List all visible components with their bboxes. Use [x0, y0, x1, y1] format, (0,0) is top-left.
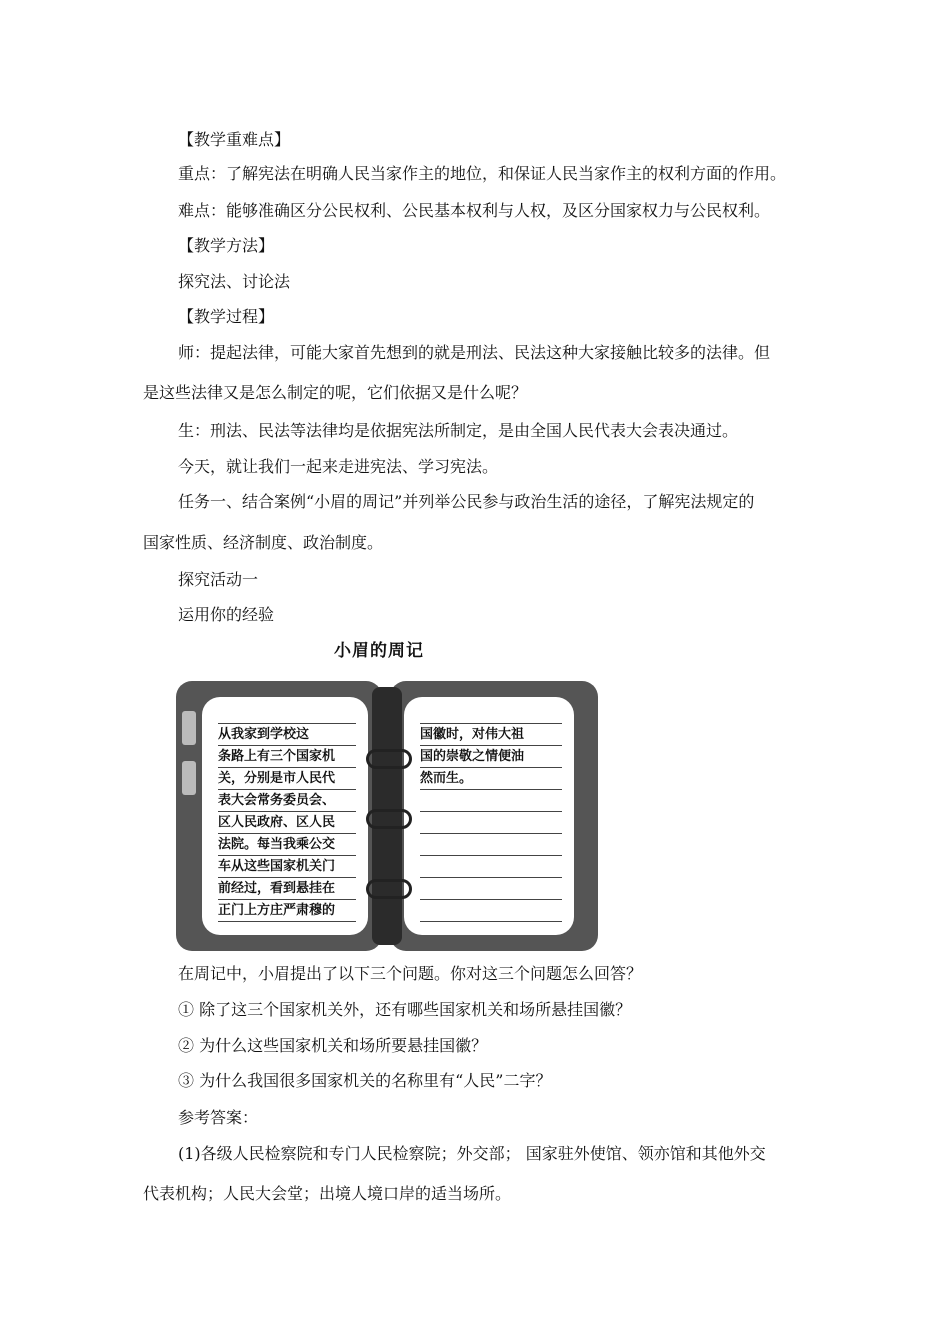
notebook-page-left	[202, 697, 368, 935]
handwriting-line: 正门上方庄严肃穆的	[218, 903, 336, 918]
handwriting-line: 车从这些国家机关门	[218, 859, 336, 874]
question-2: ② 为什么这些国家机关和场所要悬挂国徽？	[178, 1036, 488, 1055]
paragraph-student: 生：刑法、民法等法律均是依据宪法所制定，是由全国人民代表大会表决通过。	[178, 421, 739, 440]
answer-1-line2: 代表机构；人民大会堂；出境人境口岸的适当场所。	[143, 1184, 512, 1203]
handwriting-line: 前经过，看到悬挂在	[218, 881, 336, 896]
handwriting-line: 法院。每当我乘公交	[218, 837, 336, 852]
handwriting-line: 国的崇敬之情便油	[420, 749, 525, 764]
notebook-title: 小眉的周记	[334, 641, 424, 661]
paragraph-task-line1: 任务一、结合案例“小眉的周记”并列举公民参与政治生活的途径，了解宪法规定的	[178, 492, 755, 511]
question-3: ③ 为什么我国很多国家机关的名称里有“人民”二字？	[178, 1071, 552, 1090]
section-heading-methods: 【教学方法】	[178, 236, 275, 255]
paragraph-activity: 探究活动一	[178, 570, 259, 589]
notebook-page-right	[404, 697, 574, 935]
binder-ring	[366, 809, 412, 829]
answer-heading: 参考答案：	[178, 1108, 259, 1127]
paragraph-difficult-point: 难点：能够准确区分公民权利、公民基本权利与人权，及区分国家权力与公民权利。	[178, 201, 771, 220]
handwriting-line: 然而生。	[420, 771, 473, 786]
handwriting-line: 条路上有三个国家机	[218, 749, 336, 764]
handwriting-line: 表大会常务委员会、	[218, 793, 336, 808]
answer-1-line1: (1)各级人民检察院和专门人民检察院；外交部； 国家驻外使馆、领亦馆和其他外交	[178, 1144, 766, 1163]
handwriting-line: 从我家到学校这	[218, 727, 310, 742]
paragraph-teacher-line2: 是这些法律又是怎么制定的呢，它们依据又是什么呢？	[143, 383, 528, 402]
paragraph-teacher-line1: 师：提起法律，可能大家首先想到的就是刑法、民法这种大家接触比较多的法律。但	[178, 343, 771, 362]
paragraph-methods: 探究法、讨论法	[178, 272, 291, 291]
section-heading-process: 【教学过程】	[178, 307, 275, 326]
paragraph-questions-intro: 在周记中，小眉提出了以下三个问题。你对这三个问题怎么回答？	[178, 964, 643, 983]
notebook-tab	[182, 711, 196, 745]
binder-ring	[366, 749, 412, 769]
handwriting-line: 区人民政府、区人民	[218, 815, 336, 830]
paragraph-task-line2: 国家性质、经济制度、政治制度。	[143, 533, 384, 552]
binder-ring	[366, 879, 412, 899]
handwriting-line: 国徽时，对伟大祖	[420, 727, 525, 742]
handwriting-line: 关，分别是市人民代	[218, 771, 336, 786]
paragraph-today: 今天，就让我们一起来走进宪法、学习宪法。	[178, 457, 499, 476]
notebook-tab	[182, 761, 196, 795]
section-heading-key-points: 【教学重难点】	[178, 130, 291, 149]
paragraph-key-point: 重点：了解宪法在明确人民当家作主的地位，和保证人民当家作主的权利方面的作用。	[178, 164, 787, 183]
paragraph-experience: 运用你的经验	[178, 605, 275, 624]
notebook-illustration	[176, 681, 598, 951]
question-1: ① 除了这三个国家机关外，还有哪些国家机关和场所悬挂国徽？	[178, 1000, 632, 1019]
